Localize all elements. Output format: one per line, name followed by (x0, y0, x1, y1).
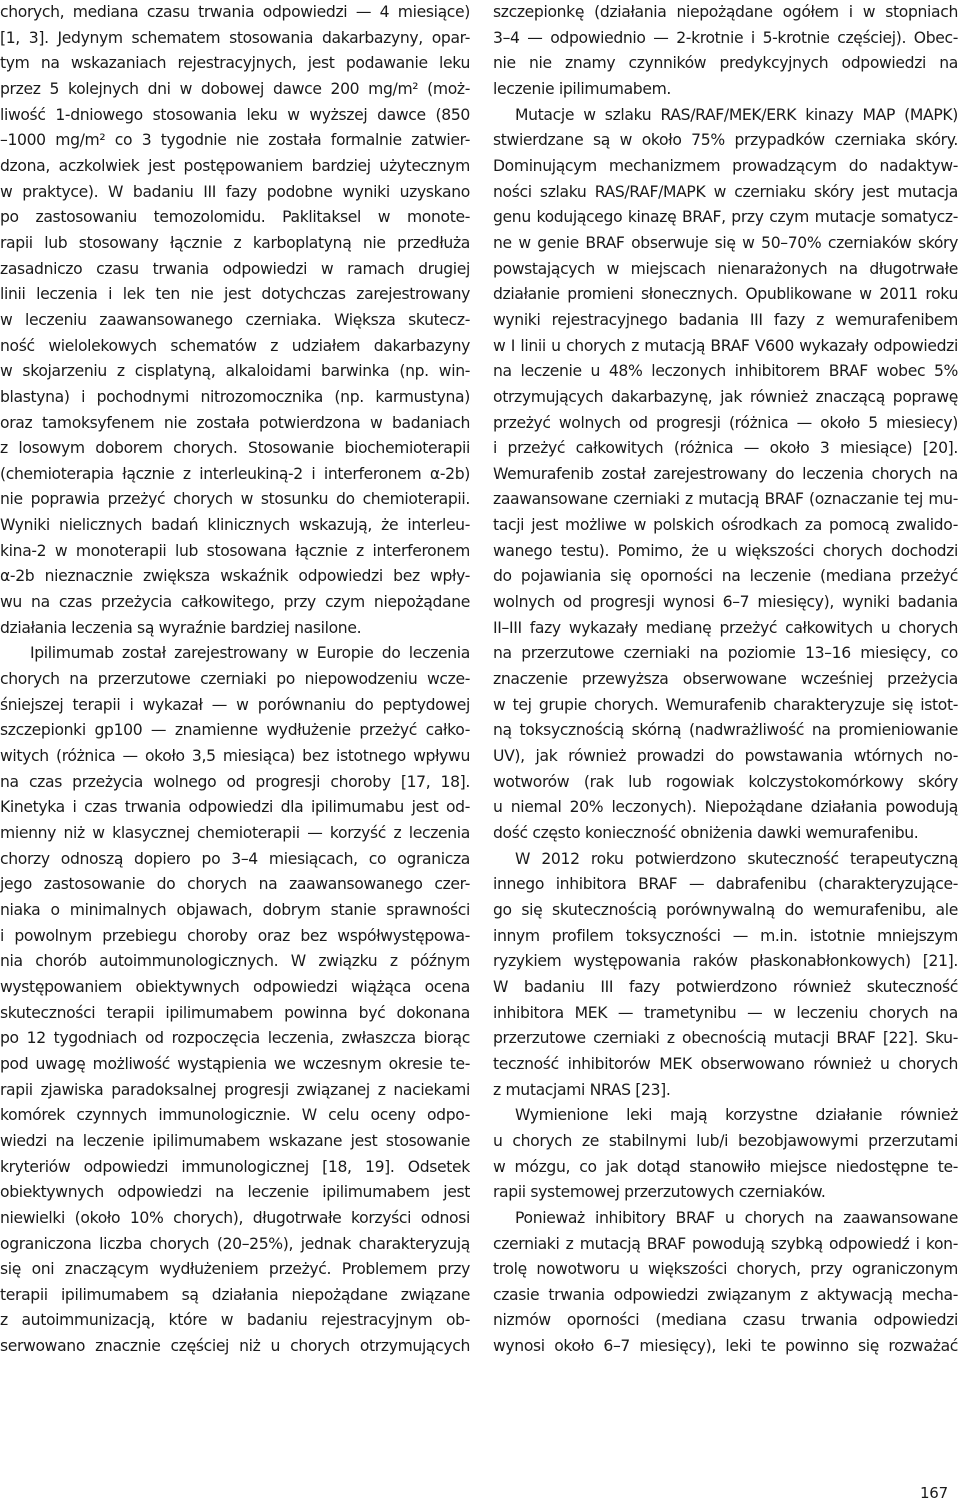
text-line: jego zastosowanie do chorych na zaawansowanego czer- (0, 875, 470, 894)
text-line: pod uwagę możliwość wystąpienia we wczesnym okresie te- (0, 1054, 470, 1073)
text-line: zasadniczo czasu trwania odpowiedzi w ramach drugiej (0, 259, 470, 278)
text-line: po 12 tygodniach od rozpoczęcia leczenia, zwłaszcza biorąc (0, 1029, 470, 1048)
text-line: niaka o minimalnych objawach, dobrym stanie sprawności (0, 900, 470, 919)
text-line: nie poprawia przeżyć chorych w stosunku do chemioterapii. (0, 490, 470, 509)
text-line: szczepionkę (działania niepożądane ogółem i w stopniach (493, 3, 958, 21)
text-line: ność wielolekowych schematów z udziałem dakarbazyny (0, 336, 470, 355)
text-line: u niemal 20% leczonych). Niepożądane działania powodują (493, 798, 958, 817)
text-line: obiektywnych odpowiedzi na leczenie ipilimumabem jest (0, 1183, 470, 1202)
text-line: wyniki rejestracyjnego badania III fazy z wemurafenibem (493, 310, 958, 329)
text-line: nia chorób autoimmunologicznych. W związku z późnym (0, 952, 470, 971)
text-line: innym profilem toksyczności — m.in. istotnie mniejszym (493, 926, 958, 945)
text-line: wolnych od progresji wynosi 6–7 miesięcy), wyniki badania (493, 593, 958, 612)
text-line: w praktyce). W badaniu III fazy podobne wyniki uzyskano (0, 182, 470, 201)
text-line: II–III fazy wykazały medianę przeżyć całkowitych u chorych (493, 618, 958, 637)
text-line: rapii systemowej przerzutowych czerniaków. (493, 1183, 826, 1202)
text-line: tym na wskazaniach rejestracyjnych, jest podawanie leku (0, 54, 470, 73)
text-line: Wyniki nielicznych badań klinicznych wskazują, że interleu- (0, 516, 470, 535)
text-line: w skojarzeniu z cisplatyną, alkaloidami barwinka (np. win- (0, 362, 470, 381)
text-line: ną toksycznością skórną (nadwrażliwość na promieniowanie (493, 721, 958, 740)
text-line: genu kodującego kinazę BRAF, przy czym mutacje somatycz- (493, 208, 958, 227)
text-line: W badaniu III fazy potwierdzono również skuteczność (493, 977, 958, 996)
text-line: Wemurafenib został zarejestrowany do leczenia chorych na (493, 464, 958, 483)
text-line: czerniaki z mutacją BRAF powodują szybką odpowiedź i kon- (493, 1234, 958, 1253)
text-line: chorych na przerzutowe czerniaki po niepowodzeniu wcze- (0, 670, 470, 689)
text-line: przerzutowe czerniaki z obecnością mutacji BRAF [22]. Sku- (493, 1029, 958, 1048)
text-line: α-2b nieznacznie zwiększa wskaźnik odpowiedzi bez wpły- (0, 567, 470, 586)
text-line: otrzymujących dakarbazynę, jak również znaczącą poprawę (493, 387, 958, 406)
text-line: po zastosowaniu temozolomidu. Paklitaksel w monote- (0, 208, 470, 227)
text-line: powstających w miejscach nienarażonych na długotrwałe (493, 259, 958, 278)
text-line: nizmów oporności (mediana czasu trwania odpowiedzi (493, 1311, 958, 1330)
text-line: w tej grupie chorych. Wemurafenib charakteryzuje się istot- (493, 695, 958, 714)
paragraph-start-line: Wymienione leki mają korzystne działanie również (515, 1106, 958, 1125)
text-line: ograniczona liczba chorych (20–25%), jednak charakteryzują (0, 1234, 470, 1253)
text-line: inhibitora MEK — trametynibu — w leczeniu chorych na (493, 1003, 958, 1022)
text-line: wu na czas przeżycia całkowitego, przy czym niepożądane (0, 593, 470, 612)
text-line: przez 5 kolejnych dni w dobowej dawce 200 mg/m² (moż- (0, 79, 470, 98)
left-column (0, 0, 470, 1360)
paragraph-start-line: W 2012 roku potwierdzono skuteczność terapeutyczną (515, 849, 958, 868)
text-line: terapii ipilimumabem są działania niepożądane związane (0, 1285, 470, 1304)
text-line: ryzykiem występowania raków płaskonabłonkowych) [21]. (493, 952, 958, 971)
text-line: na leczenie u 48% leczonych inhibitorem BRAF wobec 5% (493, 362, 958, 381)
text-line: leczenie ipilimumabem. (493, 79, 672, 98)
text-line: oraz tamoksyfenem nie została potwierdzona w badaniach (0, 413, 470, 432)
text-line: przeżyć wolnych od progresji (różnica — około 5 miesiecy) (493, 413, 958, 432)
text-line: i przeżyć całkowitych (różnica — około 3 miesiące) [20]. (493, 439, 958, 458)
text-line: rapii lub stosowany łącznie z karboplatyną nie przedłuża (0, 233, 470, 252)
text-line: na czas przeżycia wolnego od progresji choroby [17, 18]. (0, 772, 470, 791)
text-line: stwierdzane są w około 75% przypadków czerniaka skóry. (493, 131, 958, 150)
text-line: z losowym doborem chorych. Stosowanie biochemioterapii (0, 439, 470, 458)
text-line: tacji jest możliwe w polskich ośrodkach za pomocą zwalido- (493, 516, 958, 535)
text-line: mienny niż w klasycznej chemioterapii — korzyść z leczenia (0, 824, 470, 842)
text-line: kryteriów odpowiedzi immunologicznej [18, 19]. Odsetek (0, 1157, 470, 1176)
text-line: kina-2 w monoterapii lub stosowana łącznie z interferonem (0, 541, 470, 560)
text-line: z autoimmunizacją, które w badaniu rejestracyjnym ob- (0, 1311, 470, 1330)
page-number: 167 (919, 1484, 948, 1502)
text-line: komórek czynnych immunologicznie. W celu oceny odpo- (0, 1106, 470, 1125)
text-line: [1, 3]. Jedynym schematem stosowania dakarbazyny, opar- (0, 28, 470, 47)
text-line: czasie trwania odpowiedzi związanym z aktywacją mecha- (493, 1285, 958, 1304)
text-line: i powolnym przebiegu choroby oraz bez współwystępowa- (0, 926, 470, 945)
paragraph-start-line: Mutacje w szlaku RAS/RAF/MEK/ERK kinazy MAP (MAPK) (515, 105, 958, 124)
text-line: –1000 mg/m² co 3 tygodnie nie została formalnie zatwier- (0, 131, 470, 150)
text-line: wiedzi na leczenie ipilimumabem wskazane jest stosowanie (0, 1131, 470, 1150)
text-line: chorych, mediana czasu trwania odpowiedzi — 4 miesiące) (0, 3, 470, 21)
text-line: wotworów (rak lub rogowiak kolczystokomórkowy skóry (493, 772, 958, 791)
text-line: blastyna) i pochodnymi nitrozomocznika (np. karmustyna) (0, 387, 470, 406)
text-line: na przerzutowe czerniaki na poziomie 13–16 miesięcy, co (493, 644, 958, 663)
text-line: działania leczenia są wyraźnie bardziej nasilone. (0, 618, 362, 637)
text-line: UV), jak również prowadzi do powstawania wtórnych no- (493, 747, 958, 766)
paragraph-start-line: Ponieważ inhibitory BRAF u chorych na zaawansowane (515, 1208, 958, 1227)
text-line: zaawansowane czerniaki z mutacją BRAF (oznaczanie tej mu- (493, 490, 958, 509)
text-line: szczepionki gp100 — znamienne wydłużenie przeżyć całko- (0, 721, 470, 740)
text-line: ności szlaku RAS/RAF/MAPK w czerniaku skóry jest mutacja (493, 182, 958, 201)
text-line: do pojawiania się oporności na leczenie (mediana przeżyć (493, 567, 958, 586)
paragraph-start-line: Ipilimumab został zarejestrowany w Europie do leczenia (30, 644, 470, 663)
text-line: nie nie znamy czynników predykcyjnych odpowiedzi na (493, 54, 958, 73)
text-line: działanie promieni słonecznych. Opublikowane w 2011 roku (493, 285, 958, 304)
text-line: dzona, aczkolwiek jest postępowaniem bardziej użytecznym (0, 156, 470, 175)
text-line: wanego testu). Pomimo, że u większości chorych dochodzi (493, 541, 958, 560)
text-line: rapii zjawiska paradoksalnej progresji związanej z naciekami (0, 1080, 470, 1099)
text-line: śniejszej terapii i wykazał — w porównaniu do peptydowej (0, 695, 470, 714)
text-line: serwowano znacznie częściej niż u chorych otrzymujących (0, 1337, 470, 1356)
text-line: chorzy odnoszą dopiero po 3–4 miesiącach, co ogranicza (0, 849, 470, 868)
text-line: linii leczenia i lek ten nie jest dotychczas zarejestrowany (0, 285, 470, 304)
text-line: Kinetyka i czas trwania odpowiedzi dla ipilimumabu jest od- (0, 798, 470, 817)
text-line: niewielki (około 10% chorych), długotrwałe korzyści odnosi (0, 1208, 470, 1227)
text-line: witych (różnica — około 3,5 miesiąca) bez istotnego wpływu (0, 747, 470, 766)
text-line: 3–4 — odpowiednio — 2-krotnie i 5-krotnie częściej). Obec- (493, 28, 958, 47)
text-line: dość często konieczność obniżenia dawki wemurafenibu. (493, 824, 919, 842)
text-line: w I linii u chorych z mutacją BRAF V600 wykazały odpowiedzi (493, 336, 958, 355)
right-column (493, 0, 958, 1360)
text-line: wynosi około 6–7 miesięcy), leki te powinno się rozważać (493, 1337, 958, 1356)
text-line: trolę nowotworu u większości chorych, przy ograniczonym (493, 1260, 958, 1279)
text-line: innego inhibitora BRAF — dabrafenibu (charakteryzujące- (493, 875, 958, 894)
text-line: w mózgu, co jak dotąd stanowiło miejsce niedostępne te- (493, 1157, 958, 1176)
text-line: go się skutecznością porównywalną do wemurafenibu, ale (493, 900, 958, 919)
text-line: liwość 1-dniowego stosowania leku w wyższej dawce (850 (0, 105, 470, 124)
text-line: Dominującym mechanizmem prowadzącym do nadaktyw- (493, 156, 958, 175)
text-line: z mutacjami NRAS [23]. (493, 1080, 671, 1099)
text-line: teczność inhibitorów MEK obserwowano również u chorych (493, 1054, 958, 1073)
text-line: znaczenie przewyższa obserwowane wcześniej przeżycia (493, 670, 958, 689)
text-line: ne w genie BRAF obserwuje się w 50–70% czerniaków skóry (493, 233, 958, 252)
text-line: skuteczności terapii ipilimumabem powinna być dokonana (0, 1003, 470, 1022)
text-line: u chorych ze stabilnymi lub/i bezobjawowymi przerzutami (493, 1131, 958, 1150)
text-line: (chemioterapia łącznie z interleukiną-2 i interferonem α-2b) (0, 464, 470, 483)
text-line: w leczeniu zaawansowanego czerniaka. Większa skutecz- (0, 310, 470, 329)
text-line: występowaniem obiektywnych odpowiedzi wiążąca ocena (0, 977, 470, 996)
text-line: się oni znaczącym wydłużeniem przeżyć. Problemem przy (0, 1260, 470, 1279)
